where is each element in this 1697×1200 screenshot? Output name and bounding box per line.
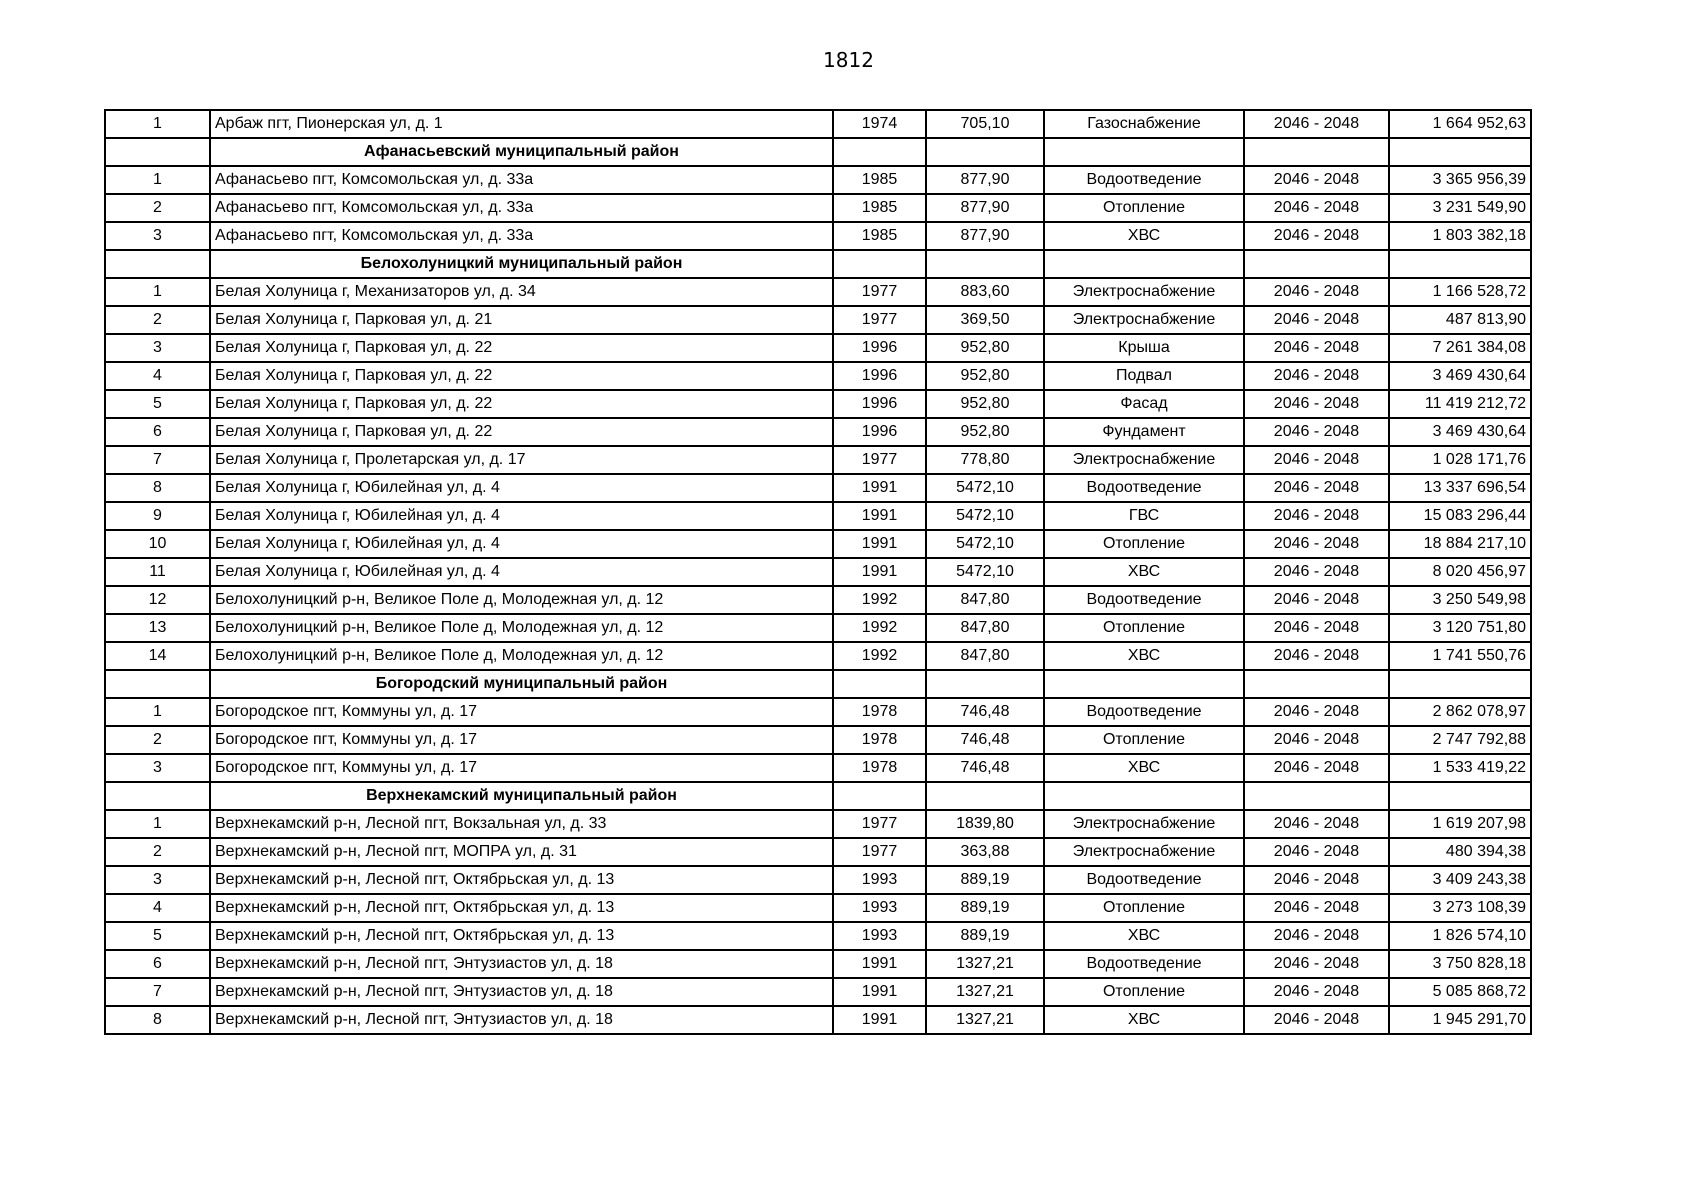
- address-cell: Белая Холуница г, Парковая ул, д. 21: [210, 306, 833, 334]
- address-cell: Белая Холуница г, Парковая ул, д. 22: [210, 334, 833, 362]
- table-row: [105, 558, 1531, 586]
- table-row: [105, 838, 1531, 866]
- page-number: 1812: [823, 48, 874, 72]
- work-type-cell: Газоснабжение: [1044, 110, 1244, 138]
- area-cell: 877,90: [926, 194, 1044, 222]
- row-number-cell: 12: [105, 586, 210, 614]
- area-cell: 889,19: [926, 866, 1044, 894]
- period-cell: 2046 - 2048: [1244, 446, 1389, 474]
- work-type-cell: Фасад: [1044, 390, 1244, 418]
- year-cell: 1996: [833, 362, 926, 390]
- address-cell: Белая Холуница г, Юбилейная ул, д. 4: [210, 502, 833, 530]
- year-cell: 1996: [833, 334, 926, 362]
- period-cell: [1244, 250, 1389, 278]
- cost-cell: 480 394,38: [1389, 838, 1531, 866]
- year-cell: [833, 782, 926, 810]
- address-cell: Белая Холуница г, Пролетарская ул, д. 17: [210, 446, 833, 474]
- area-cell: 847,80: [926, 614, 1044, 642]
- area-cell: 746,48: [926, 726, 1044, 754]
- area-cell: 1839,80: [926, 810, 1044, 838]
- row-number-cell: 9: [105, 502, 210, 530]
- cost-cell: 11 419 212,72: [1389, 390, 1531, 418]
- row-number-cell: 13: [105, 614, 210, 642]
- table-row: [105, 334, 1531, 362]
- work-type-cell: Отопление: [1044, 530, 1244, 558]
- table-row: [105, 390, 1531, 418]
- year-cell: 1993: [833, 894, 926, 922]
- year-cell: 1977: [833, 278, 926, 306]
- address-cell: Афанасьево пгт, Комсомольская ул, д. 33а: [210, 166, 833, 194]
- year-cell: 1991: [833, 978, 926, 1006]
- area-cell: 889,19: [926, 922, 1044, 950]
- area-cell: 746,48: [926, 754, 1044, 782]
- period-cell: 2046 - 2048: [1244, 166, 1389, 194]
- period-cell: 2046 - 2048: [1244, 558, 1389, 586]
- work-type-cell: ГВС: [1044, 502, 1244, 530]
- address-cell: Белая Холуница г, Парковая ул, д. 22: [210, 362, 833, 390]
- area-cell: 5472,10: [926, 502, 1044, 530]
- period-cell: 2046 - 2048: [1244, 978, 1389, 1006]
- table-row: [105, 978, 1531, 1006]
- district-name-cell: Богородский муниципальный район: [210, 670, 833, 698]
- repair-schedule-table: [104, 109, 1532, 1035]
- cost-cell: 1 945 291,70: [1389, 1006, 1531, 1034]
- year-cell: 1993: [833, 922, 926, 950]
- cost-cell: 3 273 108,39: [1389, 894, 1531, 922]
- work-type-cell: Подвал: [1044, 362, 1244, 390]
- year-cell: 1991: [833, 1006, 926, 1034]
- district-header-row: [105, 782, 1531, 810]
- area-cell: 369,50: [926, 306, 1044, 334]
- row-number-cell: 14: [105, 642, 210, 670]
- district-header-row: [105, 670, 1531, 698]
- row-number-cell: 2: [105, 726, 210, 754]
- cost-cell: [1389, 138, 1531, 166]
- row-number-cell: 2: [105, 194, 210, 222]
- cost-cell: 5 085 868,72: [1389, 978, 1531, 1006]
- row-number-cell: 2: [105, 838, 210, 866]
- area-cell: 778,80: [926, 446, 1044, 474]
- cost-cell: 3 365 956,39: [1389, 166, 1531, 194]
- year-cell: 1977: [833, 306, 926, 334]
- table-row: [105, 1006, 1531, 1034]
- period-cell: 2046 - 2048: [1244, 306, 1389, 334]
- year-cell: 1978: [833, 726, 926, 754]
- year-cell: 1977: [833, 446, 926, 474]
- table-row: [105, 418, 1531, 446]
- row-number-cell: 6: [105, 950, 210, 978]
- work-type-cell: [1044, 782, 1244, 810]
- district-name-cell: Белохолуницкий муниципальный район: [210, 250, 833, 278]
- table-row: [105, 446, 1531, 474]
- address-cell: Верхнекамский р-н, Лесной пгт, Октябрьская ул, д. 13: [210, 866, 833, 894]
- work-type-cell: Электроснабжение: [1044, 278, 1244, 306]
- work-type-cell: Отопление: [1044, 614, 1244, 642]
- cost-cell: 3 231 549,90: [1389, 194, 1531, 222]
- table-row: [105, 278, 1531, 306]
- work-type-cell: Электроснабжение: [1044, 446, 1244, 474]
- area-cell: 1327,21: [926, 978, 1044, 1006]
- address-cell: Белая Холуница г, Юбилейная ул, д. 4: [210, 558, 833, 586]
- period-cell: 2046 - 2048: [1244, 222, 1389, 250]
- row-number-cell: 7: [105, 978, 210, 1006]
- table-row: [105, 726, 1531, 754]
- table-row: [105, 166, 1531, 194]
- address-cell: Богородское пгт, Коммуны ул, д. 17: [210, 754, 833, 782]
- area-cell: 847,80: [926, 586, 1044, 614]
- row-number-cell: 5: [105, 922, 210, 950]
- address-cell: Афанасьево пгт, Комсомольская ул, д. 33а: [210, 222, 833, 250]
- row-number-cell: 1: [105, 278, 210, 306]
- period-cell: 2046 - 2048: [1244, 614, 1389, 642]
- period-cell: 2046 - 2048: [1244, 754, 1389, 782]
- row-number-cell: [105, 670, 210, 698]
- cost-cell: 3 250 549,98: [1389, 586, 1531, 614]
- area-cell: [926, 138, 1044, 166]
- period-cell: 2046 - 2048: [1244, 390, 1389, 418]
- year-cell: 1992: [833, 642, 926, 670]
- year-cell: 1985: [833, 194, 926, 222]
- cost-cell: 13 337 696,54: [1389, 474, 1531, 502]
- row-number-cell: [105, 138, 210, 166]
- area-cell: 746,48: [926, 698, 1044, 726]
- area-cell: 952,80: [926, 334, 1044, 362]
- row-number-cell: 2: [105, 306, 210, 334]
- area-cell: 847,80: [926, 642, 1044, 670]
- table-row: [105, 698, 1531, 726]
- cost-cell: 2 862 078,97: [1389, 698, 1531, 726]
- area-cell: 363,88: [926, 838, 1044, 866]
- district-header-row: [105, 138, 1531, 166]
- cost-cell: 1 533 419,22: [1389, 754, 1531, 782]
- work-type-cell: Водоотведение: [1044, 950, 1244, 978]
- year-cell: [833, 250, 926, 278]
- period-cell: 2046 - 2048: [1244, 698, 1389, 726]
- cost-cell: 15 083 296,44: [1389, 502, 1531, 530]
- cost-cell: 3 750 828,18: [1389, 950, 1531, 978]
- address-cell: Верхнекамский р-н, Лесной пгт, Октябрьская ул, д. 13: [210, 922, 833, 950]
- year-cell: [833, 138, 926, 166]
- address-cell: Белая Холуница г, Парковая ул, д. 22: [210, 418, 833, 446]
- row-number-cell: 1: [105, 810, 210, 838]
- period-cell: 2046 - 2048: [1244, 866, 1389, 894]
- table-row: [105, 586, 1531, 614]
- row-number-cell: [105, 782, 210, 810]
- address-cell: Арбаж пгт, Пионерская ул, д. 1: [210, 110, 833, 138]
- cost-cell: [1389, 670, 1531, 698]
- year-cell: 1991: [833, 502, 926, 530]
- year-cell: 1993: [833, 866, 926, 894]
- table-body: [105, 110, 1531, 1034]
- district-name-cell: Афанасьевский муниципальный район: [210, 138, 833, 166]
- address-cell: Верхнекамский р-н, Лесной пгт, Энтузиастов ул, д. 18: [210, 978, 833, 1006]
- table-row: [105, 810, 1531, 838]
- area-cell: [926, 250, 1044, 278]
- cost-cell: [1389, 250, 1531, 278]
- cost-cell: 3 409 243,38: [1389, 866, 1531, 894]
- area-cell: [926, 782, 1044, 810]
- row-number-cell: 6: [105, 418, 210, 446]
- table-row: [105, 894, 1531, 922]
- period-cell: 2046 - 2048: [1244, 278, 1389, 306]
- cost-cell: 7 261 384,08: [1389, 334, 1531, 362]
- period-cell: 2046 - 2048: [1244, 1006, 1389, 1034]
- year-cell: 1977: [833, 838, 926, 866]
- period-cell: 2046 - 2048: [1244, 642, 1389, 670]
- work-type-cell: Водоотведение: [1044, 698, 1244, 726]
- cost-cell: 1 803 382,18: [1389, 222, 1531, 250]
- row-number-cell: 1: [105, 698, 210, 726]
- area-cell: 883,60: [926, 278, 1044, 306]
- cost-cell: 1 166 528,72: [1389, 278, 1531, 306]
- period-cell: 2046 - 2048: [1244, 950, 1389, 978]
- cost-cell: 2 747 792,88: [1389, 726, 1531, 754]
- period-cell: 2046 - 2048: [1244, 586, 1389, 614]
- row-number-cell: 4: [105, 894, 210, 922]
- work-type-cell: Фундамент: [1044, 418, 1244, 446]
- work-type-cell: Отопление: [1044, 978, 1244, 1006]
- table-row: [105, 530, 1531, 558]
- table-row: [105, 866, 1531, 894]
- address-cell: Белохолуницкий р-н, Великое Поле д, Молодежная ул, д. 12: [210, 614, 833, 642]
- address-cell: Белохолуницкий р-н, Великое Поле д, Молодежная ул, д. 12: [210, 586, 833, 614]
- year-cell: 1974: [833, 110, 926, 138]
- row-number-cell: 3: [105, 334, 210, 362]
- row-number-cell: 5: [105, 390, 210, 418]
- address-cell: Верхнекамский р-н, Лесной пгт, Энтузиастов ул, д. 18: [210, 1006, 833, 1034]
- work-type-cell: Отопление: [1044, 194, 1244, 222]
- table-row: [105, 306, 1531, 334]
- year-cell: 1991: [833, 474, 926, 502]
- area-cell: 1327,21: [926, 950, 1044, 978]
- work-type-cell: [1044, 138, 1244, 166]
- period-cell: 2046 - 2048: [1244, 894, 1389, 922]
- area-cell: 5472,10: [926, 530, 1044, 558]
- table-row: [105, 502, 1531, 530]
- row-number-cell: 8: [105, 1006, 210, 1034]
- area-cell: 877,90: [926, 222, 1044, 250]
- row-number-cell: 7: [105, 446, 210, 474]
- period-cell: 2046 - 2048: [1244, 838, 1389, 866]
- address-cell: Богородское пгт, Коммуны ул, д. 17: [210, 726, 833, 754]
- year-cell: 1996: [833, 418, 926, 446]
- area-cell: 889,19: [926, 894, 1044, 922]
- work-type-cell: Водоотведение: [1044, 474, 1244, 502]
- work-type-cell: Крыша: [1044, 334, 1244, 362]
- year-cell: 1985: [833, 222, 926, 250]
- table-row: [105, 362, 1531, 390]
- address-cell: Белая Холуница г, Механизаторов ул, д. 34: [210, 278, 833, 306]
- area-cell: 952,80: [926, 362, 1044, 390]
- table-row: [105, 194, 1531, 222]
- work-type-cell: Электроснабжение: [1044, 306, 1244, 334]
- row-number-cell: [105, 250, 210, 278]
- table-row: [105, 642, 1531, 670]
- period-cell: 2046 - 2048: [1244, 110, 1389, 138]
- area-cell: 952,80: [926, 390, 1044, 418]
- year-cell: 1992: [833, 614, 926, 642]
- year-cell: [833, 670, 926, 698]
- area-cell: 705,10: [926, 110, 1044, 138]
- cost-cell: 3 120 751,80: [1389, 614, 1531, 642]
- district-header-row: [105, 250, 1531, 278]
- period-cell: 2046 - 2048: [1244, 922, 1389, 950]
- work-type-cell: Отопление: [1044, 726, 1244, 754]
- period-cell: 2046 - 2048: [1244, 362, 1389, 390]
- row-number-cell: 8: [105, 474, 210, 502]
- work-type-cell: ХВС: [1044, 558, 1244, 586]
- area-cell: 1327,21: [926, 1006, 1044, 1034]
- year-cell: 1991: [833, 530, 926, 558]
- district-name-cell: Верхнекамский муниципальный район: [210, 782, 833, 810]
- row-number-cell: 10: [105, 530, 210, 558]
- work-type-cell: ХВС: [1044, 754, 1244, 782]
- row-number-cell: 4: [105, 362, 210, 390]
- cost-cell: [1389, 782, 1531, 810]
- row-number-cell: 3: [105, 222, 210, 250]
- address-cell: Белая Холуница г, Юбилейная ул, д. 4: [210, 474, 833, 502]
- period-cell: 2046 - 2048: [1244, 502, 1389, 530]
- address-cell: Богородское пгт, Коммуны ул, д. 17: [210, 698, 833, 726]
- period-cell: 2046 - 2048: [1244, 474, 1389, 502]
- period-cell: 2046 - 2048: [1244, 194, 1389, 222]
- row-number-cell: 3: [105, 866, 210, 894]
- work-type-cell: Электроснабжение: [1044, 838, 1244, 866]
- table-row: [105, 614, 1531, 642]
- table-row: [105, 474, 1531, 502]
- period-cell: [1244, 138, 1389, 166]
- cost-cell: 1 664 952,63: [1389, 110, 1531, 138]
- address-cell: Белая Холуница г, Юбилейная ул, д. 4: [210, 530, 833, 558]
- address-cell: Верхнекамский р-н, Лесной пгт, Октябрьская ул, д. 13: [210, 894, 833, 922]
- work-type-cell: Отопление: [1044, 894, 1244, 922]
- year-cell: 1991: [833, 950, 926, 978]
- year-cell: 1978: [833, 754, 926, 782]
- row-number-cell: 1: [105, 110, 210, 138]
- address-cell: Афанасьево пгт, Комсомольская ул, д. 33а: [210, 194, 833, 222]
- table-row: [105, 110, 1531, 138]
- area-cell: 877,90: [926, 166, 1044, 194]
- period-cell: 2046 - 2048: [1244, 726, 1389, 754]
- work-type-cell: Электроснабжение: [1044, 810, 1244, 838]
- period-cell: 2046 - 2048: [1244, 418, 1389, 446]
- area-cell: 952,80: [926, 418, 1044, 446]
- address-cell: Белохолуницкий р-н, Великое Поле д, Молодежная ул, д. 12: [210, 642, 833, 670]
- period-cell: 2046 - 2048: [1244, 530, 1389, 558]
- table-row: [105, 222, 1531, 250]
- cost-cell: 18 884 217,10: [1389, 530, 1531, 558]
- address-cell: Верхнекамский р-н, Лесной пгт, Вокзальная ул, д. 33: [210, 810, 833, 838]
- year-cell: 1991: [833, 558, 926, 586]
- address-cell: Белая Холуница г, Парковая ул, д. 22: [210, 390, 833, 418]
- work-type-cell: Водоотведение: [1044, 166, 1244, 194]
- period-cell: 2046 - 2048: [1244, 334, 1389, 362]
- table-row: [105, 754, 1531, 782]
- table-row: [105, 922, 1531, 950]
- area-cell: 5472,10: [926, 558, 1044, 586]
- period-cell: [1244, 782, 1389, 810]
- area-cell: [926, 670, 1044, 698]
- row-number-cell: 3: [105, 754, 210, 782]
- area-cell: 5472,10: [926, 474, 1044, 502]
- year-cell: 1985: [833, 166, 926, 194]
- cost-cell: 487 813,90: [1389, 306, 1531, 334]
- work-type-cell: ХВС: [1044, 1006, 1244, 1034]
- cost-cell: 1 741 550,76: [1389, 642, 1531, 670]
- table-row: [105, 950, 1531, 978]
- year-cell: 1992: [833, 586, 926, 614]
- cost-cell: 1 619 207,98: [1389, 810, 1531, 838]
- work-type-cell: ХВС: [1044, 222, 1244, 250]
- period-cell: [1244, 670, 1389, 698]
- work-type-cell: Водоотведение: [1044, 866, 1244, 894]
- work-type-cell: Водоотведение: [1044, 586, 1244, 614]
- work-type-cell: [1044, 670, 1244, 698]
- row-number-cell: 1: [105, 166, 210, 194]
- year-cell: 1996: [833, 390, 926, 418]
- cost-cell: 1 028 171,76: [1389, 446, 1531, 474]
- row-number-cell: 11: [105, 558, 210, 586]
- address-cell: Верхнекамский р-н, Лесной пгт, МОПРА ул, д. 31: [210, 838, 833, 866]
- work-type-cell: ХВС: [1044, 642, 1244, 670]
- period-cell: 2046 - 2048: [1244, 810, 1389, 838]
- cost-cell: 3 469 430,64: [1389, 362, 1531, 390]
- year-cell: 1977: [833, 810, 926, 838]
- cost-cell: 3 469 430,64: [1389, 418, 1531, 446]
- cost-cell: 1 826 574,10: [1389, 922, 1531, 950]
- work-type-cell: [1044, 250, 1244, 278]
- year-cell: 1978: [833, 698, 926, 726]
- address-cell: Верхнекамский р-н, Лесной пгт, Энтузиастов ул, д. 18: [210, 950, 833, 978]
- work-type-cell: ХВС: [1044, 922, 1244, 950]
- cost-cell: 8 020 456,97: [1389, 558, 1531, 586]
